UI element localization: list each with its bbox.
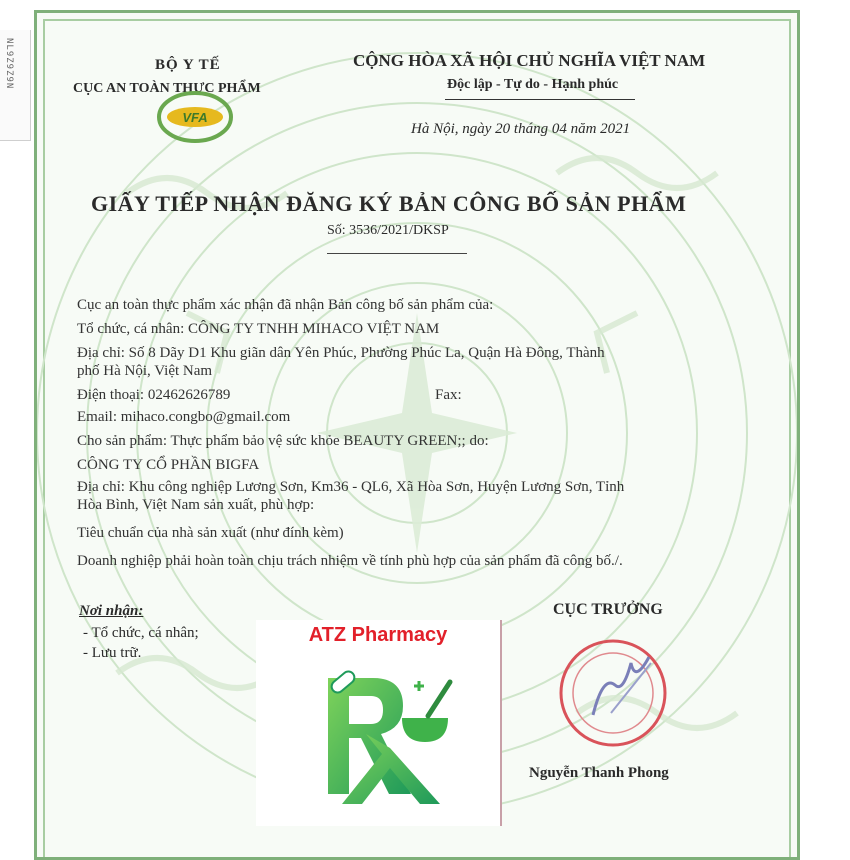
body-line: Hòa Bình, Việt Nam sản xuất, phù hợp:: [77, 497, 315, 513]
recipient-item: - Lưu trữ.: [83, 645, 142, 661]
fax-label: Fax:: [435, 387, 462, 403]
certificate-title: GIẤY TIẾP NHẬN ĐĂNG KÝ BẢN CÔNG BỐ SẢN PHẨM: [91, 191, 687, 216]
national-motto: Độc lập - Tự do - Hạnh phúc: [447, 77, 619, 92]
body-line: Địa chỉ: Khu công nghiệp Lương Sơn, Km36 - QL6, Xã Hòa Sơn, Huyện Lương Sơn, Tỉnh: [77, 479, 625, 495]
body-line: Địa chỉ: Số 8 Dãy D1 Khu giãn dân Yên Phúc, Phường Phúc La, Quận Hà Đông, Thành: [77, 345, 605, 361]
body-line: Doanh nghiệp phải hoàn toàn chịu trách nhiệm về tính phù hợp của sản phẩm đã công bố./.: [77, 553, 623, 569]
side-barcode-strip: [0, 30, 31, 141]
issue-date: Hà Nội, ngày 20 tháng 04 năm 2021: [411, 121, 631, 137]
body-line: Cục an toàn thực phẩm xác nhận đã nhận Bản công bố sản phẩm của:: [77, 297, 494, 313]
certificate-number: Số: 3536/2021/DKSP: [327, 223, 449, 238]
vfa-logo-text: VFA: [182, 110, 208, 125]
signer-title: CỤC TRƯỞNG: [553, 601, 663, 618]
pharmacy-watermark-overlay: [256, 620, 502, 826]
body-line: CÔNG TY CỔ PHẦN BIGFA: [77, 457, 260, 473]
title-underline: [327, 253, 467, 254]
side-label: NL9Z9Z9N: [4, 38, 14, 90]
vfa-logo-icon: [155, 87, 235, 147]
red-seal-stamp-icon: [553, 633, 673, 753]
body-line: Tiêu chuẩn của nhà sản xuất (như đính kèm): [77, 525, 344, 541]
body-line: Điện thoại: 02462626789: [77, 387, 231, 403]
body-line: Email: mihaco.congbo@gmail.com: [77, 409, 291, 425]
rx-mortar-pestle-icon: [318, 658, 458, 808]
department-name: CỤC AN TOÀN THỰC PHẨM: [73, 81, 261, 96]
body-line: Tổ chức, cá nhân: CÔNG TY TNHH MIHACO VIỆT NAM: [77, 321, 440, 337]
nation-name: CỘNG HÒA XÃ HỘI CHỦ NGHĨA VIỆT NAM: [353, 51, 706, 70]
body-line: Cho sản phẩm: Thực phẩm bảo vệ sức khỏe BEAUTY GREEN;; do:: [77, 433, 489, 449]
body-line: phố Hà Nội, Việt Nam: [77, 363, 213, 379]
motto-underline: [445, 99, 635, 100]
recipient-item: - Tổ chức, cá nhân;: [83, 625, 199, 641]
ministry-name: BỘ Y TẾ: [155, 57, 221, 73]
pharmacy-brand-name: ATZ Pharmacy: [308, 624, 448, 646]
signer-name: Nguyễn Thanh Phong: [529, 765, 669, 781]
recipients-heading: Nơi nhận:: [79, 603, 144, 619]
